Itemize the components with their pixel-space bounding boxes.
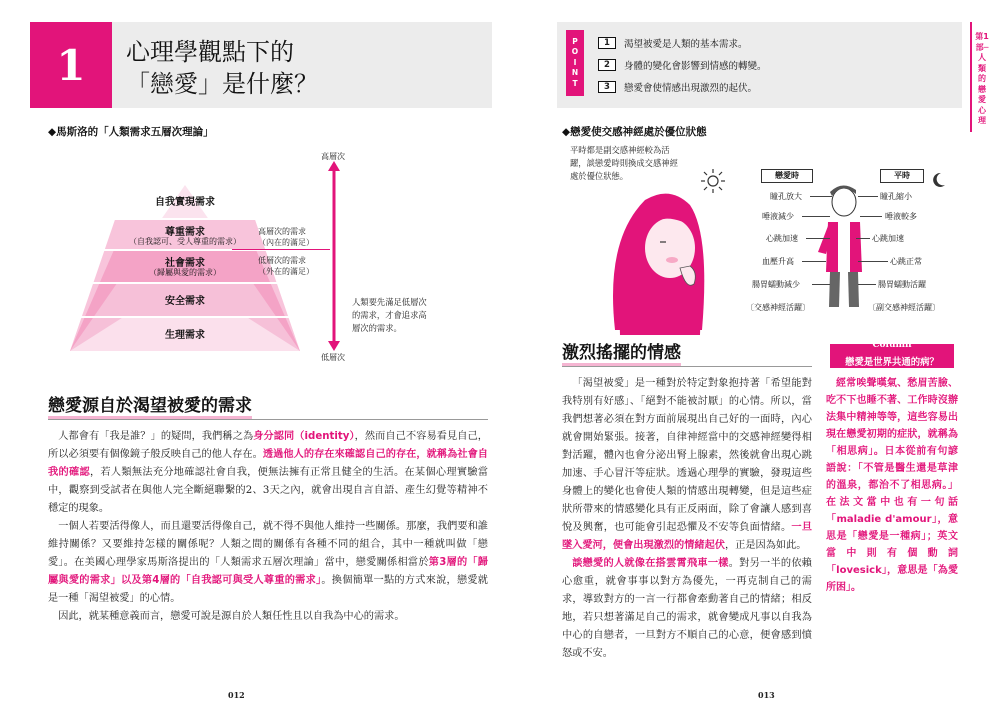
- normal-reaction: 心跳正常: [890, 257, 922, 266]
- section-title-left: 戀愛源自於渴望被愛的需求: [48, 398, 252, 420]
- paragraph: 「渴望被愛」是一種對於特定對象抱持著「希望能對我特別有好感」、「絕對不能被討厭」的心情。所以，當我們想著必須在對方面前展現出自己好的一面時，內心就會開始緊張。接著，自律神經當中的交感神經變得相對活躍，體內也會分泌出腎上腺素，然後就會出現心跳加速、手心冒汗等症狀。透過心理學的實驗，發現這些身體上的變化也會使人類的情感出現轉變，但是這些症狀所帶來的情感變化具有正反兩面，除了會讓人感到喜悅及興奮，也可能會引起恐懼及不安等負面情緒。一旦墜入愛河，便會出現激烈的情緒起伏，正是因為如此。: [562, 378, 813, 551]
- axis-note: 人類要先滿足低層次 的需求，才會追求高 層次的需求。: [352, 297, 427, 333]
- normal-reaction: 腸胃蠕動活躍: [878, 280, 926, 289]
- level1-label: 生理需求: [165, 330, 205, 341]
- sun-icon: [700, 168, 726, 194]
- chapter-number: 1: [30, 22, 112, 108]
- pointer-line: [802, 261, 826, 262]
- point-tab: P O I N T: [566, 30, 584, 96]
- column-body: 經常唉聲嘆氣、愁眉苦臉、吃不下也睡不著、工作時沒辦法集中精神等等，這些容易出現在戀愛初期的症狀，就稱為「相思病」。日本從前有句諺語說：「不管是醫生還是草津的溫泉，都治不了相思病。」在法文當中也有一句話「maladie d'amour」，意思是「戀愛是一種病」；英文當中則有個動詞「lovesick」，意思是「為愛所困」。: [826, 378, 958, 593]
- state-love-label: 戀愛時: [761, 169, 813, 183]
- level2-label: 安全需求: [165, 296, 205, 307]
- pointer-line: [806, 238, 830, 239]
- illus-caption: 平時都是副交感神經較為活 躍，談戀愛時則換成交感神經 處於優位狀態。: [570, 145, 678, 181]
- nerve-love-label: 〔交感神經活躍〕: [746, 303, 810, 312]
- high-low-divider: [232, 249, 330, 250]
- paragraph: 人都會有「我是誰？」的疑問，我們稱之為身分認同（identity），然而自己不容易看見自己，所以必須要有個像鏡子般反映自己的他人存在。透過他人的存在來確認自己的存在，就稱為社會自我的確認，若人類無法充分地確認社會自我，便無法擁有正常且健全的生活。在某個心理實驗當中，觀察到受試者在與他人完全斷絕聯繫的2、3天之內，就會出現自言自語、產生幻覺等精神不穩定的現象。: [48, 431, 489, 514]
- pointer-line: [858, 261, 888, 262]
- double-arrow-icon: [326, 161, 342, 351]
- level5-label: 自我實現需求: [155, 197, 215, 208]
- love-reaction: 唾液減少: [762, 212, 794, 221]
- pointer-line: [858, 196, 878, 197]
- point-item: 2 身體的變化會影響到情感的轉變。: [598, 58, 767, 72]
- point-item: 1 渴望被愛是人類的基本需求。: [598, 36, 748, 50]
- pointer-line: [810, 196, 832, 197]
- section-rule: [562, 366, 812, 367]
- love-reaction: 血壓升高: [762, 257, 794, 266]
- illus-heading: ◆戀愛使交感神經處於優位狀態: [562, 126, 707, 138]
- love-reaction: 腸胃蠕動減少: [752, 280, 800, 289]
- pointer-line: [812, 284, 830, 285]
- column-title: 戀愛是世界共通的病？: [845, 357, 939, 368]
- normal-reaction: 唾液較多: [885, 212, 917, 221]
- section-rule: [48, 419, 488, 420]
- pyramid-heading: ◆馬斯洛的「人類需求五層次理論」: [48, 126, 214, 138]
- point-item: 3 戀愛會使情感出現激烈的起伏。: [598, 80, 757, 94]
- paragraph: 一個人若要活得像人，而且還要活得像自己，就不得不與他人維持一些關係。那麼，我們要和誰維持關係？又要維持怎樣的關係呢？人類之間的關係有各種不同的組合，其中一種就叫做「戀愛」。在美國心理學家馬斯洛提出的「人類需求五層次理論」當中，戀愛關係相當於第3層的「歸屬與愛的需求」以及第4層的「自我認可與受人尊重的需求」。換個簡單一點的方式來說，戀愛就是一種「渴望被愛」的心情。: [48, 521, 488, 604]
- nerve-normal-label: 〔副交感神經活躍〕: [868, 303, 940, 312]
- girl-illustration: [590, 180, 730, 340]
- state-normal-label: 平時: [880, 169, 924, 183]
- level3-label: 社會需求: [165, 258, 205, 269]
- normal-reaction: 瞳孔縮小: [880, 192, 912, 201]
- page-title-line2: 「戀愛」是什麼？: [126, 70, 318, 98]
- axis-top-label: 高層次: [321, 152, 345, 161]
- high-need-note: 高層次的需求 （內在的滿足）: [258, 227, 314, 247]
- axis-bottom-label: 低層次: [321, 353, 345, 362]
- paragraph: 因此，就某種意義而言，戀愛可說是源自於人類任性且以自我為中心的需求。: [58, 611, 405, 622]
- pointer-line: [860, 216, 882, 217]
- low-need-note: 低層次的需求 （外在的滿足）: [258, 256, 314, 276]
- left-body: [48, 428, 488, 626]
- level4-label: 尊重需求: [165, 227, 205, 238]
- side-tab-bar: [970, 22, 972, 132]
- column-label: Column: [872, 340, 912, 350]
- right-body: [562, 375, 812, 663]
- love-reaction: 心跳加速: [766, 234, 798, 243]
- level3-sub: （歸屬與愛的需求）: [149, 268, 221, 277]
- normal-reaction: 心跳加速: [872, 234, 904, 243]
- pointer-line: [856, 238, 870, 239]
- side-tab-label: 第1部─人類的戀愛心理: [975, 32, 989, 125]
- page-number-right: 013: [758, 690, 775, 700]
- level4-sub: （自我認可、受人尊重的需求）: [129, 237, 241, 246]
- paragraph: 談戀愛的人就像在搭雲霄飛車一樣。對另一半的依賴心愈重，就會事事以對方為優先，一再克制自己的需求，導致對方的一言一行都會牽動著自己的情緒；相反地，若只想著滿足自己的需求，就會變成凡事以自我為中心的自戀者，一旦對方不順自己的心意，便會感到憤怒或不安。: [562, 558, 812, 659]
- moon-icon: [928, 170, 948, 190]
- pointer-line: [802, 216, 830, 217]
- man-illustration: [812, 182, 872, 310]
- love-reaction: 瞳孔放大: [770, 192, 802, 201]
- section-title-right: 激烈搖擺的情感: [562, 345, 681, 367]
- page-number-left: 012: [228, 690, 245, 700]
- pointer-line: [858, 284, 876, 285]
- page-title-line1: 心理學觀點下的: [126, 38, 294, 66]
